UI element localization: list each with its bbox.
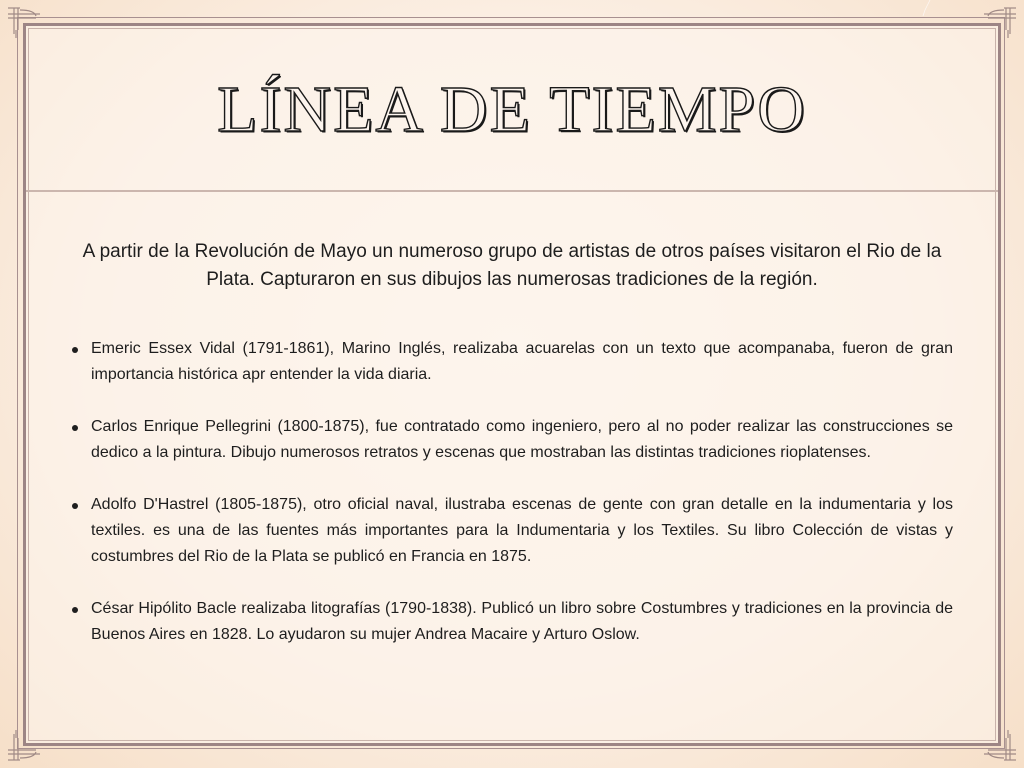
bullet-item-vidal: [72, 336, 953, 388]
bullet-item-pellegrini: [72, 414, 953, 466]
corner-ornament-bottom-left: [6, 730, 40, 764]
intro-paragraph: A partir de la Revolución de Mayo un numeroso grupo de artistas de otros países visitaron el Rio de la Plata. Capturaron en sus dibujos las numerosas tradiciones de la región.: [82, 241, 942, 290]
bullet-text: Emeric Essex Vidal (1791-1861), Marino Inglés, realizaba acuarelas con un texto que acompanaba, fueron de gran importancia histórica apr entender la vida diaria.: [91, 340, 953, 383]
corner-ornament-top-right: [984, 4, 1018, 38]
bullet-text: Adolfo D'Hastrel (1805-1875), otro oficial naval, ilustraba escenas de gente con gran detalle en la indumentaria y los textiles. es una de las fuentes más importantes para la Indumentaria y los Textiles. Su libro Colección de vistas y costumbres del Rio de la Plata se publicó en Francia en 1875.: [91, 496, 953, 565]
title-divider: [26, 190, 998, 192]
paper-crack-decoration: [920, 0, 932, 16]
artist-bullet-list: [72, 336, 953, 674]
bullet-item-bacle: [72, 596, 953, 648]
slide-title: LÍNEA DE TIEMPO: [217, 73, 807, 146]
bullet-text: Carlos Enrique Pellegrini (1800-1875), fue contratado como ingeniero, pero al no poder realizar las construcciones se dedico a la pintura. Dibujo numerosos retratos y escenas que mostraban las distintas tradiciones rioplatenses.: [91, 418, 953, 461]
bullet-item-dhastrel: [72, 492, 953, 570]
bullet-icon: [72, 347, 78, 353]
bullet-icon: [72, 503, 78, 509]
corner-ornament-bottom-right: [984, 730, 1018, 764]
corner-ornament-top-left: [6, 4, 40, 38]
bullet-icon: [72, 425, 78, 431]
bullet-text: César Hipólito Bacle realizaba litografías (1790-1838). Publicó un libro sobre Costumbres y tradiciones en la provincia de Buenos Aires en 1828. Lo ayudaron su mujer Andrea Macaire y Arturo Oslow.: [91, 600, 953, 643]
bullet-icon: [72, 607, 78, 613]
